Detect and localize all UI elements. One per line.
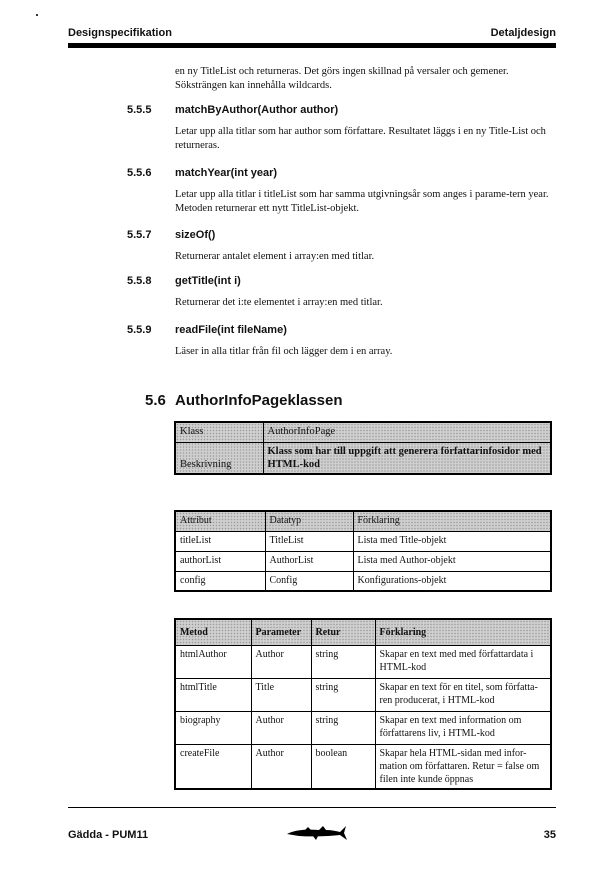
table-cell: htmlAuthor (175, 645, 251, 678)
klass-value: AuthorInfoPage (263, 422, 551, 442)
section-text: Letar upp alla titlar i titleList som har samma utgivningsår som anges i parame-tern year. Metoden returnerar ett nytt TitleList-objekt. (175, 189, 549, 214)
table-cell: authorList (175, 551, 265, 571)
section-text: Returnerar det i:te elementet i array:en med titlar. (175, 297, 383, 308)
section-title: readFile(int fileName) (175, 324, 287, 336)
table-cell: config (175, 571, 265, 591)
page-header (68, 27, 556, 41)
footer-rule (68, 807, 556, 808)
section-title: matchByAuthor(Author author) (175, 104, 339, 116)
table-cell: Lista med Title-objekt (353, 531, 551, 551)
table-row (175, 678, 551, 711)
attribute-table (174, 510, 552, 592)
meth-header-retur: Retur (311, 619, 375, 645)
table-cell: Author (251, 711, 311, 744)
table-row (175, 571, 551, 591)
table-row (175, 551, 551, 571)
page-number: 35 (543, 829, 556, 841)
table-cell: createFile (175, 744, 251, 789)
table-cell: Skapar en text med information om författarens liv, i HTML-kod (375, 711, 551, 744)
table-cell: Lista med Author-objekt (353, 551, 551, 571)
table-cell: Config (265, 571, 353, 591)
section-title: matchYear(int year) (175, 167, 278, 179)
table-cell: Skapar hela HTML-sidan med infor-mation om författaren. Retur = false om filen inte kunde öppnas (375, 744, 551, 789)
table-cell: AuthorList (265, 551, 353, 571)
section-number: 5.5.9 (127, 324, 152, 336)
table-cell: Author (251, 744, 311, 789)
table-row (175, 531, 551, 551)
klass-label: Klass (175, 422, 263, 442)
section-text: Letar upp alla titlar som har author som författare. Resultatet läggs i en ny Title-List och returneras. (175, 126, 546, 151)
table-cell: string (311, 711, 375, 744)
footer-left: Gädda - PUM11 (68, 829, 149, 841)
scan-speck (36, 14, 38, 16)
intro-paragraph: en ny TitleList och returneras. Det görs ingen skillnad på versaler och gemener. Söksträngen kan innehålla wildcards. (175, 66, 509, 91)
table-cell: Skapar en text med med författardata i HTML-kod (375, 645, 551, 678)
section-title: sizeOf() (175, 229, 216, 241)
section-text: Läser in alla titlar från fil och lägger dem i en array. (175, 346, 393, 357)
table-cell: Author (251, 645, 311, 678)
attr-header-attribut: Attribut (175, 511, 265, 531)
class-table (174, 421, 552, 475)
meth-header-parameter: Parameter (251, 619, 311, 645)
section-number: 5.5.6 (127, 167, 152, 179)
table-cell: Konfigurations-objekt (353, 571, 551, 591)
heading-title: AuthorInfoPageklassen (175, 392, 343, 409)
table-row (175, 711, 551, 744)
method-table (174, 618, 552, 790)
header-right: Detaljdesign (490, 27, 556, 39)
table-row (175, 744, 551, 789)
section-text: Returnerar antalet element i array:en med titlar. (175, 251, 375, 262)
table-cell: Title (251, 678, 311, 711)
meth-header-metod: Metod (175, 619, 251, 645)
attr-header-datatyp: Datatyp (265, 511, 353, 531)
table-cell: boolean (311, 744, 375, 789)
table-cell: biography (175, 711, 251, 744)
table-cell: Skapar en text för en titel, som författa-ren producerat, i HTML-kod (375, 678, 551, 711)
table-row (175, 645, 551, 678)
heading-number: 5.6 (145, 392, 166, 409)
section-number: 5.5.7 (127, 229, 152, 241)
section-number: 5.5.5 (127, 104, 152, 116)
table-cell: string (311, 645, 375, 678)
beskrivning-label: Beskrivning (175, 442, 263, 474)
attr-header-forklaring: Förklaring (353, 511, 551, 531)
header-left: Designspecifikation (68, 27, 172, 39)
meth-header-forklaring: Förklaring (375, 619, 551, 645)
table-cell: htmlTitle (175, 678, 251, 711)
section-title: getTitle(int i) (175, 275, 241, 287)
header-rule (68, 43, 556, 48)
beskrivning-value: Klass som har till uppgift att generera författarinfosidor med HTML-kod (263, 442, 551, 474)
table-cell: titleList (175, 531, 265, 551)
table-cell: TitleList (265, 531, 353, 551)
pike-fish-icon (285, 822, 349, 844)
table-cell: string (311, 678, 375, 711)
section-number: 5.5.8 (127, 275, 152, 287)
